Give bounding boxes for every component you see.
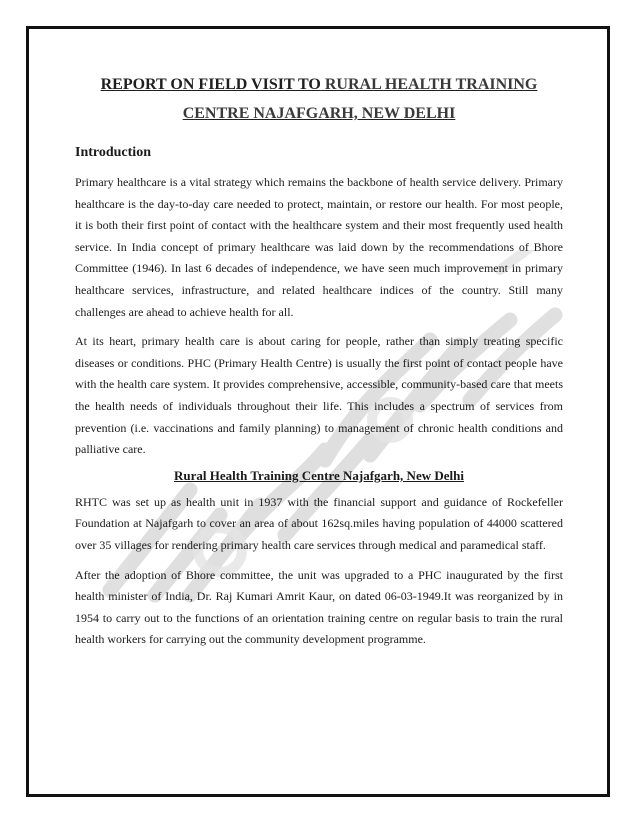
rhtc-paragraph-1: RHTC was set up as health unit in 1937 with the financial support and guidance of Rockefeller Foundation at Najafgarh to cover an area of about 162sq.miles having population of 44000 scattered over 35 villages for rendering primary health care services through medical and paramedical staff.: [75, 494, 563, 552]
introduction-heading: Introduction: [75, 145, 151, 160]
intro-paragraph-1: Primary healthcare is a vital strategy which remains the backbone of health service delivery. Primary healthcare is the day-to-day care needed to protect, maintain, or restore our health. For most people, it is both their first point of contact with the healthcare system and their most frequently used health service. In India concept of primary healthcare was laid down by the recommendations of Bhore Committee (1946). In last 6 decades of independence, we have seen much improvement in primary healthcare services, infrastructure, and related healthcare indices of the country. Still many challenges are ahead to achieve health for all.: [75, 175, 563, 319]
report-title: [75, 70, 563, 128]
rhtc-paragraph-2: After the adoption of Bhore committee, the unit was upgraded to a PHC inaugurated by the first health minister of India, Dr. Raj Kumari Amrit Kaur, on dated 06-03-1949.It was reorganized by in 1954 to carry out to the functions of an orientation training centre on regular basis to train the rural health workers for carrying out the community development programme.: [75, 567, 563, 647]
report-title-part2: RURAL HEALTH TRAINING CENTRE NAJAFGARH, NEW DELHI: [182, 76, 538, 122]
report-title-part1: REPORT ON FIELD VISIT TO: [100, 76, 321, 93]
rhtc-heading: Rural Health Training Centre Najafgarh, New Delhi: [174, 467, 464, 483]
intro-paragraph-2: At its heart, primary health care is about caring for people, rather than simply treating specific diseases or conditions. PHC (Primary Health Centre) is usually the first point of contact people have with the health care system. It provides comprehensive, accessible, community-based care that meets the health needs of individuals throughout their life. This includes a spectrum of services from prevention (i.e. vaccinations and family planning) to management of chronic health conditions and palliative care.: [75, 334, 563, 457]
document-body: [75, 70, 563, 651]
